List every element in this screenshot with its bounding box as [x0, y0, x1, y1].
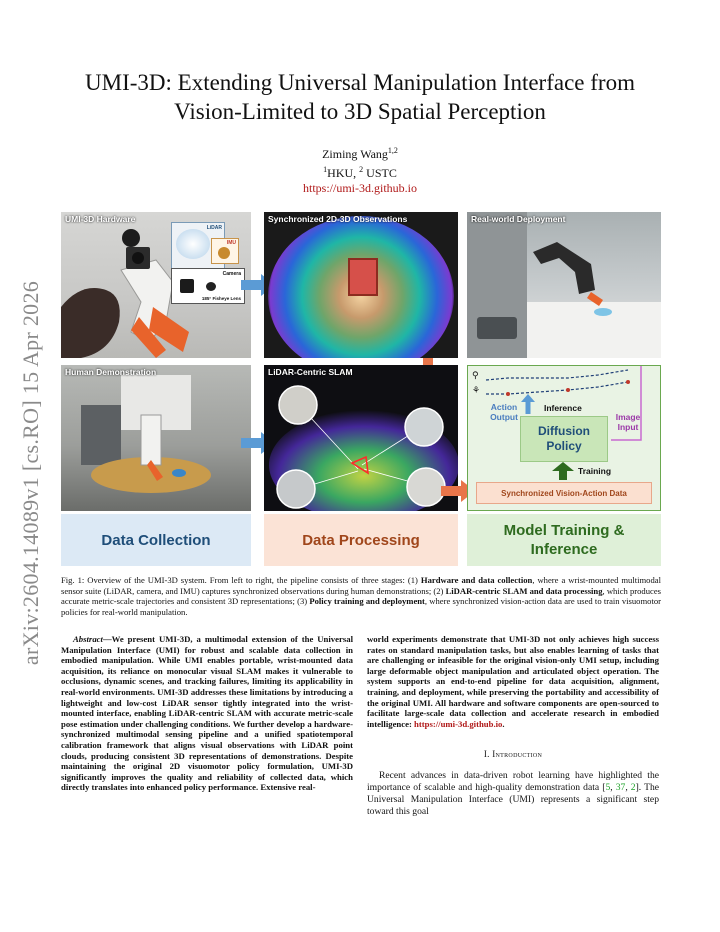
figure-1: [61, 212, 661, 568]
left-column: [61, 634, 353, 793]
panel-label-hardware: UMI-3D Hardware: [65, 214, 136, 224]
author-block: [60, 143, 660, 196]
inset-camera: [171, 268, 245, 304]
project-url-link[interactable]: https://umi-3d.github.io: [302, 181, 417, 195]
abstract: Abstract—We present UMI-3D, a multimodal extension of the Universal Manipulation Interface (UMI) for robust and scalable data collection in embodied manipulation. While UMI enables portable, wrist-mounted data acquisition, its reliance on monocular visual SLAM makes it vulnerable to occlusions, dynamic scenes, and tracking failures, limiting its applicability in real-world environments. UMI-3D addresses these limitations by introducing a lightweight and low-cost LiDAR sensor tightly integrated into the wrist-mounted interface, enabling LiDAR-centric SLAM with accurate metric-scale pose estimation under challenging conditions. We further develop a hardware-synchronized multimodal sensing pipeline and a unified spatiotemporal calibration framework that aligns visual observations with LiDAR point clouds, producing consistent 3D representations of demonstrations. Despite maintaining the original 2D visuomotor policy formulation, UMI-3D significantly improves the quality and reliability of collected data, which directly translates into enhanced policy performance. Extensive real-: [61, 634, 353, 793]
title-line-2: Vision-Limited to 3D Spatial Perception: [174, 99, 546, 124]
stage-data-collection: Data Collection: [61, 514, 251, 566]
abstract-continued: world experiments demonstrate that UMI-3D not only achieves high success rates on standard manipulation tasks, but also enables learning of tasks that are challenging or infeasible for the original vision-only UMI setup, including large deformable object manipulation and articulated object operation. The system supports an end-to-end pipeline for data acquisition, alignment, training, and deployment, while preserving the portability and accessibility of the original UMI. All hardware and software components are open-sourced to facilitate large-scale data collection and accelerate research in embodied intelligence: https://umi-3d.github.io.: [367, 634, 659, 729]
stage-data-processing: Data Processing: [264, 514, 458, 566]
sync-data-box: Synchronized Vision-Action Data: [476, 482, 652, 504]
end-effector-icon: ⚘: [472, 386, 481, 396]
citation-link[interactable]: 2: [630, 781, 636, 793]
author-name: Ziming Wang$^{1,2}$: [322, 146, 398, 161]
right-column: [367, 634, 659, 818]
affiliations: $^1$HKU, $^2$ USTC: [323, 165, 397, 180]
citation-link[interactable]: 5: [605, 781, 611, 793]
image-input-connector: [603, 365, 655, 446]
paper-title: [60, 68, 660, 126]
panel-hardware: [61, 212, 251, 358]
inset-lidar-label: LiDAR: [206, 225, 222, 231]
diffusion-policy-box: Diffusion Policy: [520, 416, 608, 462]
citation-link[interactable]: 37: [615, 781, 626, 793]
arxiv-identifier: [16, 258, 46, 688]
deployment-photo: [467, 212, 661, 358]
panel-label-human-demo: Human Demonstration: [65, 367, 157, 377]
inset-imu: [211, 238, 239, 264]
panel-sync-observations: [264, 212, 458, 358]
inset-camera-label: Camera: [222, 271, 241, 277]
label-image-input: Image Input: [615, 412, 641, 432]
panel-human-demo: [61, 365, 251, 511]
label-training: Training: [578, 466, 612, 476]
panel-label-slam: LiDAR-Centric SLAM: [268, 367, 353, 377]
inset-fisheye-label: 185° Fisheye Lens: [201, 296, 241, 301]
abstract-label: Abstract: [73, 634, 103, 644]
figure-caption: Fig. 1: Overview of the UMI-3D system. From left to right, the pipeline consists of three stages: (1) Hardware and data collection, where a wrist-mounted multimodal sensor suite (LiDAR, camera, and IMU) captures synchronized observations during human demonstrations; (2) LiDAR-centric SLAM and data processing, which produces accurate metric-scale trajectories and consistent 3D representations; (3) Policy training and deployment, where synchronized vision-action data are used to train visuomotor policies for real-world manipulation.: [61, 575, 661, 617]
panel-label-deployment: Real-world Deployment: [471, 214, 566, 224]
slam-map: [264, 365, 458, 511]
title-line-1: UMI-3D: Extending Universal Manipulation Interface from: [85, 70, 635, 95]
panel-deployment: [467, 212, 661, 358]
introduction-paragraph: Recent advances in data-driven robot learning have highlighted the importance of scalable and high-quality demonstration data [5, 37, 2]. The Universal Manipulation Interface (UMI) represents a significant step toward this goal: [367, 769, 660, 817]
stage-model-training: Model Training & Inference: [467, 514, 661, 566]
label-action-output: Action Output: [490, 402, 518, 422]
author-superscript: 1,2: [387, 146, 398, 155]
inset-imu-label: IMU: [226, 240, 236, 246]
gripper-icon: ⚲: [472, 371, 479, 381]
label-inference: Inference: [544, 403, 582, 413]
panel-slam: [264, 365, 458, 511]
human-demo-photo: [61, 365, 251, 511]
arrow-up-icon: [552, 462, 574, 480]
section-heading-introduction: I. Introduction: [483, 749, 543, 760]
abstract-project-link[interactable]: https://umi-3d.github.io: [414, 718, 503, 729]
arxiv-identifier-text: arXiv:2604.14089v1 [cs.RO] 15 Apr 2026: [18, 280, 43, 666]
panel-training-diagram: [467, 365, 661, 511]
panel-label-sync-observations: Synchronized 2D-3D Observations: [268, 214, 408, 224]
